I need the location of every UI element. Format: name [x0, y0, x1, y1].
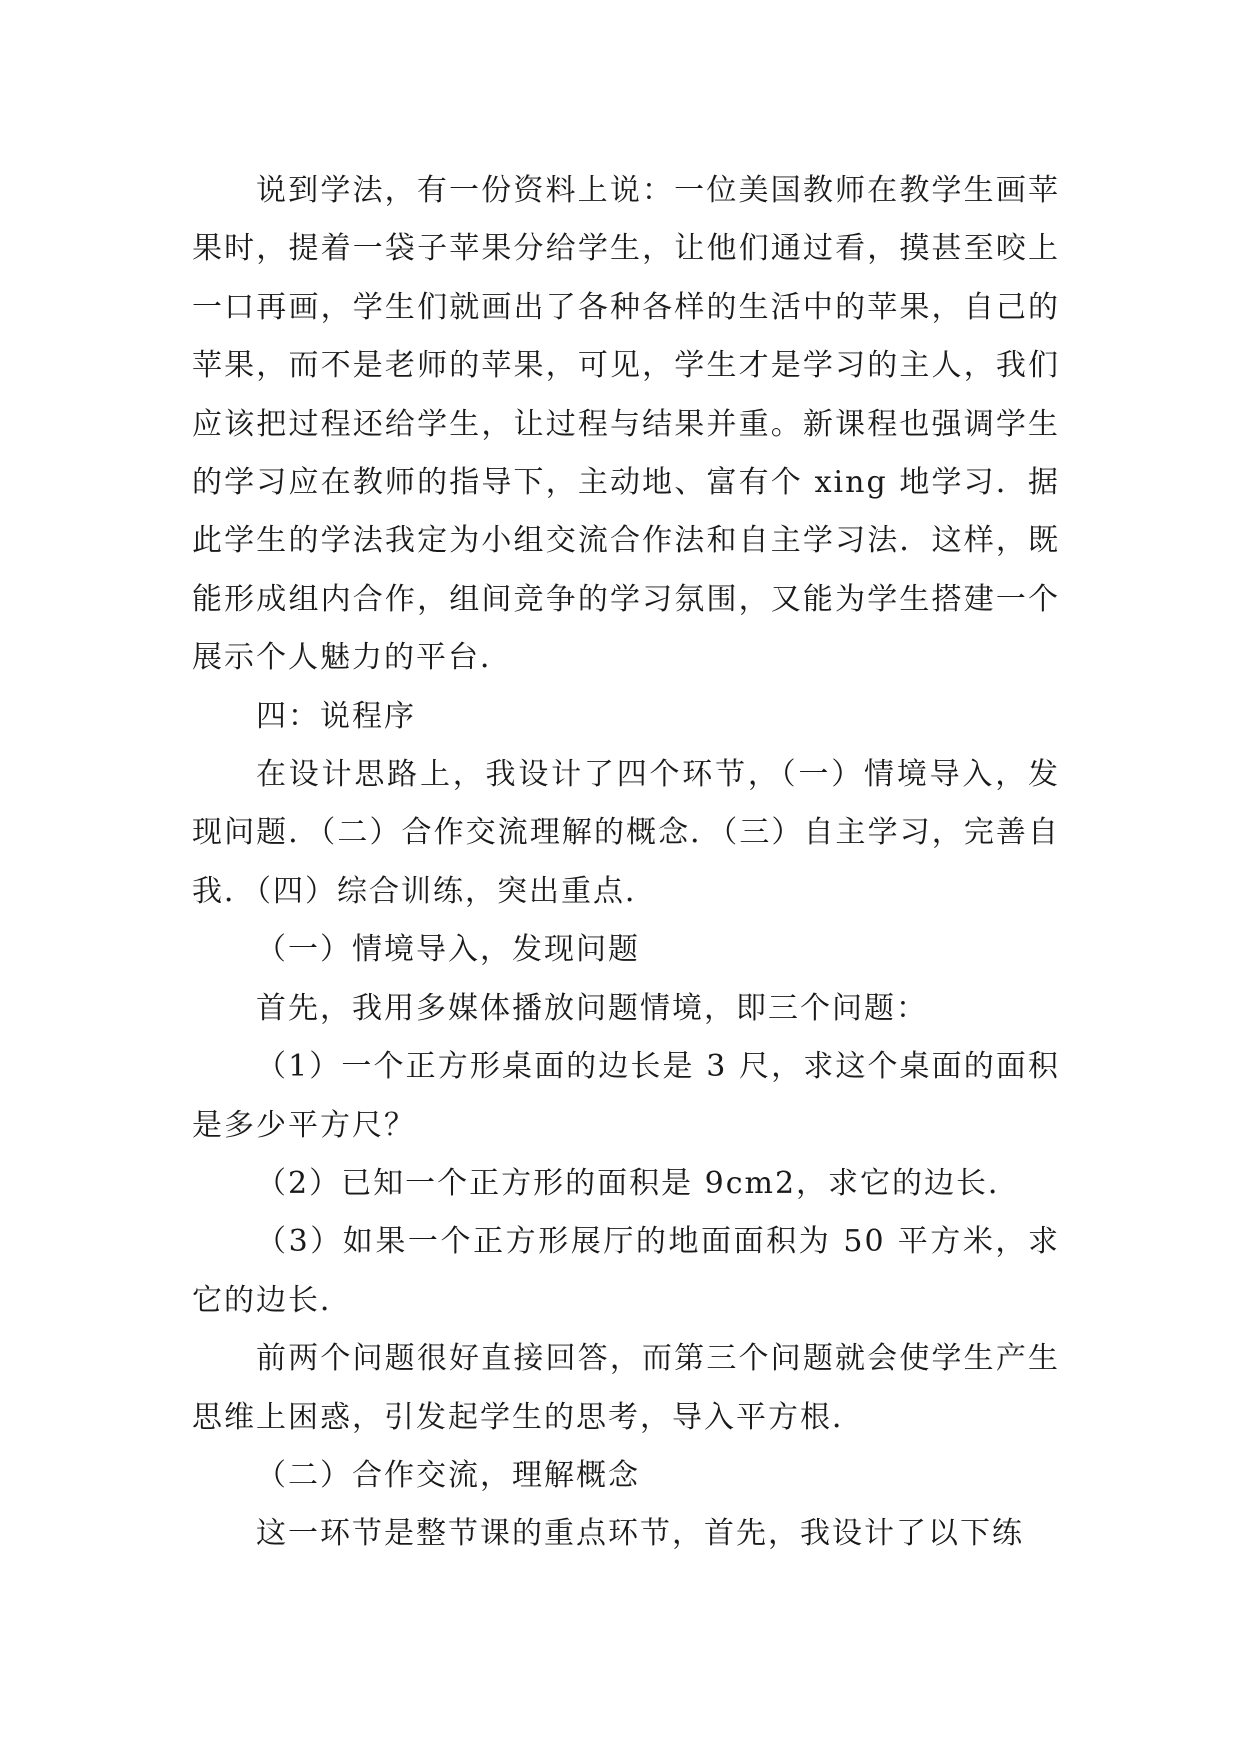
paragraph-question-analysis: 前两个问题很好直接回答，而第三个问题就会使学生产生思维上困惑，引发起学生的思考，导入平方根．	[192, 1341, 1060, 1435]
question-1: （1）一个正方形桌面的边长是 3 尺，求这个桌面的面积是多少平方尺？	[192, 1049, 1060, 1143]
heading-situation-intro: （一）情境导入，发现问题	[256, 932, 640, 968]
question-3: （3）如果一个正方形展厅的地面面积为 50 平方米，求它的边长．	[192, 1224, 1060, 1318]
paragraph-study-method: 说到学法，有一份资料上说：一位美国教师在教学生画苹果时，提着一袋子苹果分给学生，让他们通过看，摸甚至咬上一口再画，学生们就画出了各种各样的生活中的苹果，自己的苹果，而不是老师的苹果，可见，学生才是学习的主人，我们应该把过程还给学生，让过程与结果并重。新课程也强调学生的学习应在教师的指导下，主动地、富有个 xing 地学习．据此学生的学法我定为小组交流合作法和自主学习法．这样，既能形成组内合作，组间竞争的学习氛围，又能为学生搭建一个展示个人魅力的平台．	[192, 173, 1060, 676]
question-2: （2）已知一个正方形的面积是 9cm2，求它的边长．	[256, 1165, 1021, 1201]
paragraph-multimedia-intro: 首先，我用多媒体播放问题情境，即三个问题：	[256, 990, 928, 1026]
paragraph-design-outline: 在设计思路上，我设计了四个环节，（一）情境导入，发现问题．（二）合作交流理解的概念．（三）自主学习，完善自我．（四）综合训练，突出重点．	[192, 757, 1060, 909]
heading-procedure: 四：说程序	[256, 698, 416, 734]
heading-cooperation: （二）合作交流，理解概念	[256, 1457, 640, 1493]
paragraph-key-section: 这一环节是整节课的重点环节，首先，我设计了以下练	[256, 1516, 1024, 1552]
document-body	[192, 162, 1060, 1564]
